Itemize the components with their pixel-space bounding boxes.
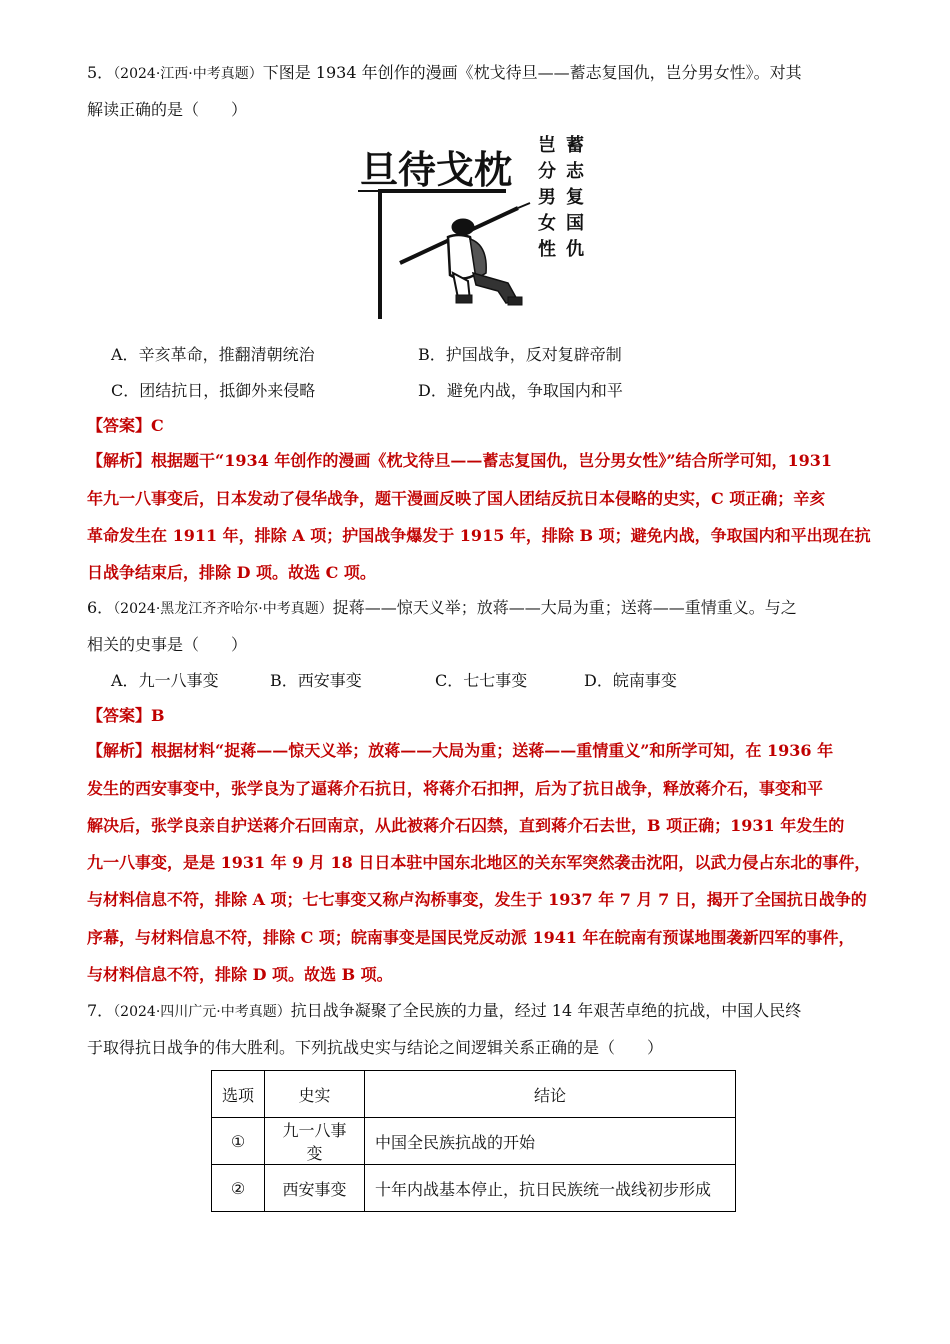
q5-answer xyxy=(87,416,164,436)
table-row xyxy=(212,1118,736,1165)
q5-source: （2024·江西·中考真题） xyxy=(113,66,263,82)
option-text: 避免内战，争取国内和平 xyxy=(446,381,623,400)
q6-option-a[interactable] xyxy=(111,671,219,691)
q5-analysis-line xyxy=(87,451,832,471)
q5-option-d[interactable] xyxy=(418,381,623,401)
q6-stem-line1 xyxy=(87,598,797,619)
q5-option-c[interactable] xyxy=(111,381,315,401)
soldier-illustration xyxy=(400,203,530,305)
cartoon-char: 男 xyxy=(538,187,556,208)
q5-option-b[interactable] xyxy=(418,345,622,365)
table-header-row xyxy=(212,1071,736,1118)
q7-stem-line1 xyxy=(87,1001,801,1022)
q6-option-c[interactable] xyxy=(435,671,527,691)
q6-number: 6． xyxy=(87,598,114,617)
q6-stem-line2: 相关的史事是（ ） xyxy=(87,635,248,654)
q6-stem-text: 捉蒋——惊天义举；放蒋——大局为重；送蒋——重情重义。与之 xyxy=(332,598,797,617)
option-label: B． xyxy=(270,671,298,690)
option-label: A． xyxy=(111,345,139,364)
q5-analysis-line: 年九一八事变后，日本发动了侵华战争，题干漫画反映了国人团结反抗日本侵略的史实，C 项正确；辛亥 xyxy=(87,489,826,508)
table-cell: 十年内战基本停止，抗日民族统一战线初步形成 xyxy=(365,1165,736,1212)
q7-table xyxy=(211,1070,736,1212)
q6-analysis-line: 序幕，与材料信息不符，排除 C 项；皖南事变是国民党反动派 1941 年在皖南有预谋地围袭新四军的事件， xyxy=(87,928,855,947)
table-header-cell: 史实 xyxy=(265,1071,365,1118)
option-text: 九一八事变 xyxy=(138,671,219,690)
table-cell: 中国全民族抗战的开始 xyxy=(365,1118,736,1165)
cartoon-char: 国 xyxy=(566,213,584,234)
q6-analysis-line: 与材料信息不符，排除 A 项；七七事变又称卢沟桥事变，发生于 1937 年 7 月 7 日，揭开了全国抗日战争的 xyxy=(87,890,867,909)
analysis-text: 根据题干“1934 年创作的漫画《枕戈待旦——蓄志复国仇，岂分男女性》”结合所学可知，1931 xyxy=(151,451,833,470)
q6-analysis-line xyxy=(87,741,833,761)
q7-stem-text: 抗日战争凝聚了全民族的力量，经过 14 年艰苦卓绝的抗战，中国人民终 xyxy=(290,1001,802,1020)
answer-value: B xyxy=(151,706,165,725)
table-cell: 西安事变 xyxy=(265,1165,365,1212)
table-header-cell: 结论 xyxy=(365,1071,736,1118)
q6-option-d[interactable] xyxy=(584,671,677,691)
cartoon-char: 蓄 xyxy=(566,135,584,156)
q5-option-a[interactable] xyxy=(111,345,315,365)
cartoon-char: 性 xyxy=(538,239,556,260)
analysis-tag: 【解析】 xyxy=(87,451,152,470)
cartoon-char: 分 xyxy=(538,161,556,182)
q7-stem-line2: 于取得抗日战争的伟大胜利。下列抗战史实与结论之间逻辑关系正确的是（ ） xyxy=(87,1038,664,1057)
q6-option-b[interactable] xyxy=(270,671,362,691)
q5-cartoon-svg xyxy=(358,133,588,319)
answer-tag: 【答案】 xyxy=(87,706,152,725)
q6-analysis-line: 发生的西安事变中，张学良为了逼蒋介石抗日，将蒋介石扣押，后为了抗日战争，释放蒋介石，事变和平 xyxy=(87,779,824,798)
answer-tag: 【答案】 xyxy=(87,416,152,435)
option-label: D． xyxy=(418,381,447,400)
q5-stem-line2: 解读正确的是（ ） xyxy=(87,100,248,119)
q7-number: 7． xyxy=(87,1001,114,1020)
option-text: 团结抗日，抵御外来侵略 xyxy=(139,381,316,400)
cartoon-char: 女 xyxy=(538,213,556,234)
table-cell: 九一八事变 xyxy=(265,1118,365,1165)
cartoon-char: 志 xyxy=(566,161,584,182)
analysis-tag: 【解析】 xyxy=(87,741,152,760)
q5-cartoon-image xyxy=(358,133,588,319)
table-row xyxy=(212,1165,736,1212)
q5-analysis-line: 日战争结束后，排除 D 项。故选 C 项。 xyxy=(87,563,376,582)
q5-stem-line1 xyxy=(87,63,802,84)
q6-analysis-line: 九一八事变，是是 1931 年 9 月 18 日日本驻中国东北地区的关东军突然袭击沈阳，以武力侵占东北的事件， xyxy=(87,853,871,872)
option-label: A． xyxy=(111,671,139,690)
q6-analysis-line: 与材料信息不符，排除 D 项。故选 B 项。 xyxy=(87,965,393,984)
q5-number: 5． xyxy=(87,63,114,82)
cartoon-title: 旦待戈枕 xyxy=(360,148,513,192)
option-label: C． xyxy=(111,381,140,400)
option-text: 七七事变 xyxy=(463,671,528,690)
cartoon-char: 岂 xyxy=(538,135,556,156)
table-cell: ② xyxy=(212,1165,265,1212)
table-header-cell: 选项 xyxy=(212,1071,265,1118)
cartoon-char: 仇 xyxy=(566,239,584,260)
analysis-text: 根据材料“捉蒋——惊天义举；放蒋——大局为重；送蒋——重情重义”和所学可知，在 1936 年 xyxy=(151,741,834,760)
option-text: 西安事变 xyxy=(297,671,362,690)
table-cell: ① xyxy=(212,1118,265,1165)
q6-source: （2024·黑龙江齐齐哈尔·中考真题） xyxy=(113,601,333,617)
option-label: D． xyxy=(584,671,613,690)
option-text: 护国战争，反对复辟帝制 xyxy=(445,345,622,364)
q6-analysis-line: 解决后，张学良亲自护送蒋介石回南京，从此被蒋介石囚禁，直到蒋介石去世，B 项正确；1931 年发生的 xyxy=(87,816,845,835)
q5-analysis-line: 革命发生在 1911 年，排除 A 项；护国战争爆发于 1915 年，排除 B 项；避免内战，争取国内和平出现在抗 xyxy=(87,526,871,545)
q6-answer xyxy=(87,706,165,726)
q5-stem-text: 下图是 1934 年创作的漫画《枕戈待旦——蓄志复国仇，岂分男女性》。对其 xyxy=(262,63,802,82)
answer-value: C xyxy=(151,416,164,435)
cartoon-char: 复 xyxy=(566,187,584,208)
option-text: 皖南事变 xyxy=(612,671,677,690)
option-label: B． xyxy=(418,345,446,364)
q7-source: （2024·四川广元·中考真题） xyxy=(113,1004,291,1020)
option-text: 辛亥革命，推翻清朝统治 xyxy=(138,345,315,364)
option-label: C． xyxy=(435,671,464,690)
